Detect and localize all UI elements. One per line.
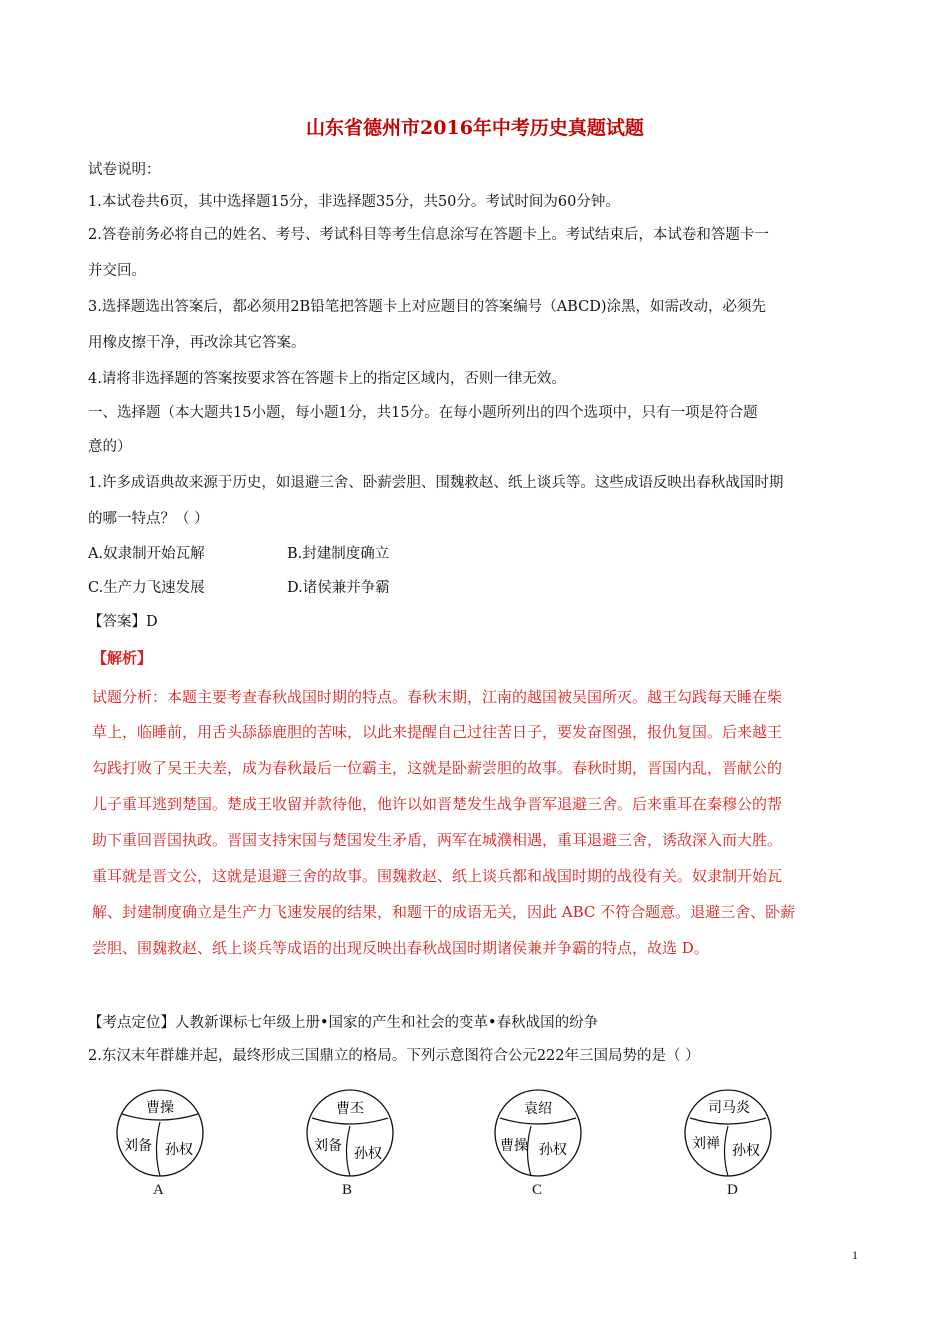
diagram-d-letter: D — [727, 1182, 738, 1198]
q1-analysis-line: 勾践打败了吴王夫差，成为春秋最后一位霸主，这就是卧薪尝胆的故事。春秋时期，晋国内乱，晋献公的 — [92, 759, 783, 777]
instruction-3a: 3.选择题选出答案后，都必须用2B铅笔把答题卡上对应题目的答案编号（ABCD)涂黑，如需改动，必须先 — [88, 299, 766, 315]
instruction-3b: 用橡皮擦干净，再改涂其它答案。 — [88, 335, 306, 351]
q1-option-c: C.生产力飞速发展 — [88, 580, 205, 596]
q1-option-d: D.诸侯兼并争霸 — [287, 580, 390, 596]
diagram-d-left: 刘禅 — [692, 1136, 720, 1152]
diagram-d — [683, 1088, 773, 1182]
q1-stem-a: 1.许多成语典故来源于历史，如退避三舍、卧薪尝胆、围魏救赵、纸上谈兵等。这些成语反映出春秋战国时期 — [88, 475, 784, 491]
q1-analysis-line: 重耳就是晋文公，这就是退避三舍的故事。围魏救赵、纸上谈兵都和战国时期的战役有关。奴隶制开始瓦 — [92, 867, 783, 885]
diagram-a-letter: A — [153, 1182, 164, 1198]
q1-knowledge-point: 【考点定位】人教新课标七年级上册•国家的产生和社会的变革•春秋战国的纷争 — [88, 1015, 599, 1031]
diagram-b-letter: B — [342, 1182, 353, 1198]
q1-stem-b: 的哪一特点？（ ） — [88, 511, 209, 527]
q1-analysis-line: 解、封建制度确立是生产力飞速发展的结果，和题干的成语无关，因此 ABC 不符合题意。退避三舍、卧薪 — [92, 903, 796, 921]
instruction-1: 1.本试卷共6页，其中选择题15分，非选择题35分，共50分。考试时间为60分钟。 — [88, 194, 620, 210]
diagram-b — [305, 1088, 395, 1182]
instruction-4: 4.请将非选择题的答案按要求答在答题卡上的指定区域内，否则一律无效。 — [88, 371, 566, 387]
diagram-c — [493, 1088, 583, 1182]
diagram-c-right: 孙权 — [539, 1142, 567, 1158]
instruction-2b: 并交回。 — [88, 263, 146, 279]
page-number: 1 — [852, 1248, 858, 1262]
section1-heading-b: 意的） — [88, 439, 132, 455]
diagram-c-left: 曹操 — [500, 1138, 528, 1154]
section1-heading-a: 一、选择题（本大题共15小题，每小题1分，共15分。在每小题所列出的四个选项中，只有一项是符合题 — [88, 405, 758, 421]
q1-option-a: A.奴隶制开始瓦解 — [88, 546, 205, 562]
q1-analysis-line: 试题分析：本题主要考查春秋战国时期的特点。春秋末期，江南的越国被吴国所灭。越王勾践每天睡在柴 — [92, 688, 783, 706]
q1-option-b: B.封建制度确立 — [287, 546, 390, 562]
q1-analysis-line: 助下重回晋国执政。晋国支持宋国与楚国发生矛盾，两军在城濮相遇，重耳退避三舍，诱敌深入而大胜。 — [92, 831, 783, 849]
diagram-d-top: 司马炎 — [708, 1100, 750, 1116]
diagram-b-right: 孙权 — [354, 1146, 382, 1162]
q1-answer: 【答案】D — [88, 614, 158, 630]
instructions-heading: 试卷说明： — [88, 162, 161, 178]
q1-analysis-line: 草上，临睡前，用舌头舔舔鹿胆的苦味，以此来提醒自己过往苦日子，要发奋图强，报仇复国。后来越王 — [92, 723, 783, 741]
diagram-d-right: 孙权 — [732, 1143, 760, 1159]
diagram-a-left: 刘备 — [124, 1138, 152, 1154]
diagram-a — [115, 1088, 205, 1182]
diagram-b-left: 刘备 — [314, 1138, 342, 1154]
diagram-b-top: 曹丕 — [336, 1101, 364, 1117]
q2-stem: 2.东汉末年群雄并起，最终形成三国鼎立的格局。下列示意图符合公元222年三国局势的是（ ） — [88, 1048, 700, 1064]
q1-analysis-line: 尝胆、围魏救赵、纸上谈兵等成语的出现反映出春秋战国时期诸侯兼并争霸的特点，故选 D。 — [92, 939, 709, 957]
diagram-a-top: 曹操 — [146, 1100, 174, 1116]
page-title: 山东省德州市2016年中考历史真题试题 — [306, 117, 644, 139]
diagram-c-top: 袁绍 — [524, 1101, 552, 1117]
diagram-a-right: 孙权 — [165, 1142, 193, 1158]
q1-analysis-label: 【解析】 — [92, 649, 153, 667]
q1-analysis-line: 儿子重耳逃到楚国。楚成王收留并款待他，他许以如晋楚发生战争晋军退避三舍。后来重耳在秦穆公的帮 — [92, 795, 783, 813]
diagram-c-letter: C — [532, 1182, 543, 1198]
instruction-2a: 2.答卷前务必将自己的姓名、考号、考试科目等考生信息涂写在答题卡上。考试结束后，本试卷和答题卡一 — [88, 227, 769, 243]
